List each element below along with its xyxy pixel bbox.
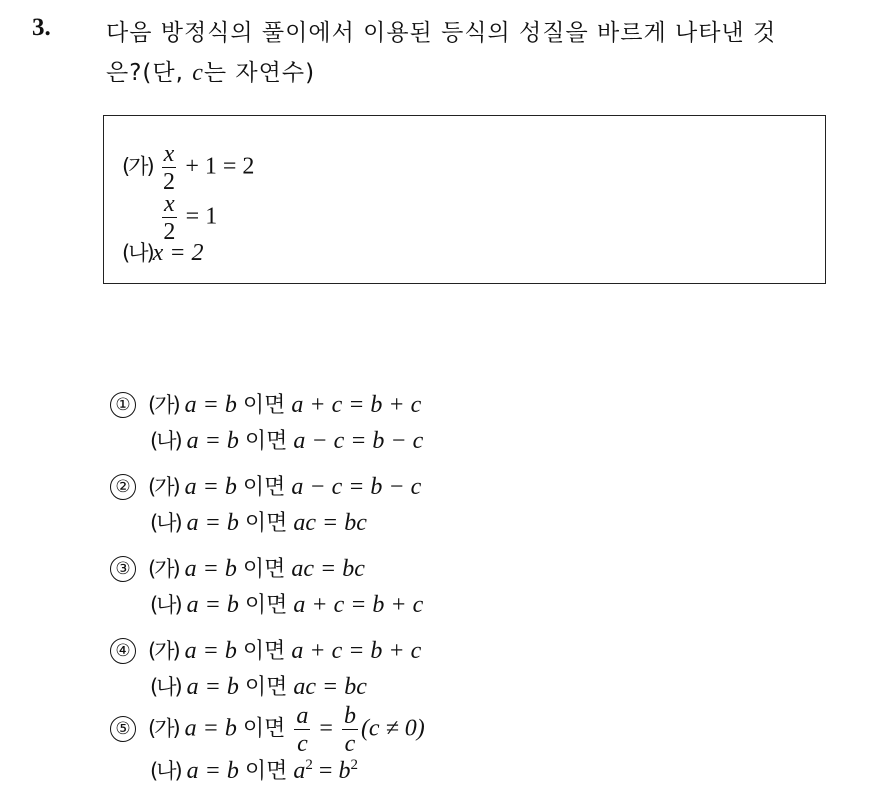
option-1-na: (나) a = b 이면 a − c = b − c bbox=[150, 428, 424, 454]
option-5-ga[interactable]: ⑤ (가) a = b 이면 $\frac{a}{c}$ = $\frac{b}{c}$ (c ≠ 0) bbox=[110, 704, 425, 756]
option-3-na: (나) a = b 이면 a + c = b + c bbox=[150, 592, 424, 618]
option-4-ga[interactable]: ④ (가) a = b 이면 a + c = b + c bbox=[110, 634, 421, 665]
question-number: 3. bbox=[32, 14, 51, 41]
option-4-na: (나) a = b 이면 ac = bc bbox=[150, 674, 367, 700]
option-1-ga[interactable]: ① (가) a = b 이면 a + c = b + c bbox=[110, 388, 421, 419]
option-3-ga[interactable]: ③ (가) a = b 이면 ac = bc bbox=[110, 552, 365, 583]
option-2-na: (나) a = b 이면 ac = bc bbox=[150, 510, 367, 536]
option-2-ga[interactable]: ② (가) a = b 이면 a − c = b − c bbox=[110, 470, 421, 501]
solution-step-1: (가) $\frac{x}{2}$ + 1 = 2 bbox=[122, 141, 255, 195]
option-5-na: (나) a = b 이면 $a^2 = b^2$ bbox=[150, 757, 358, 784]
solution-box bbox=[103, 115, 826, 284]
question-text-line2: 은?(단, c는 자연수) bbox=[106, 60, 316, 86]
solution-step-2: $\frac{x}{2}$ = 1 bbox=[163, 191, 218, 245]
solution-step-3: (나)x = 2 bbox=[122, 240, 204, 266]
question-text-line1: 다음 방정식의 풀이에서 이용된 등식의 성질을 바르게 나타낸 것 bbox=[106, 20, 777, 46]
